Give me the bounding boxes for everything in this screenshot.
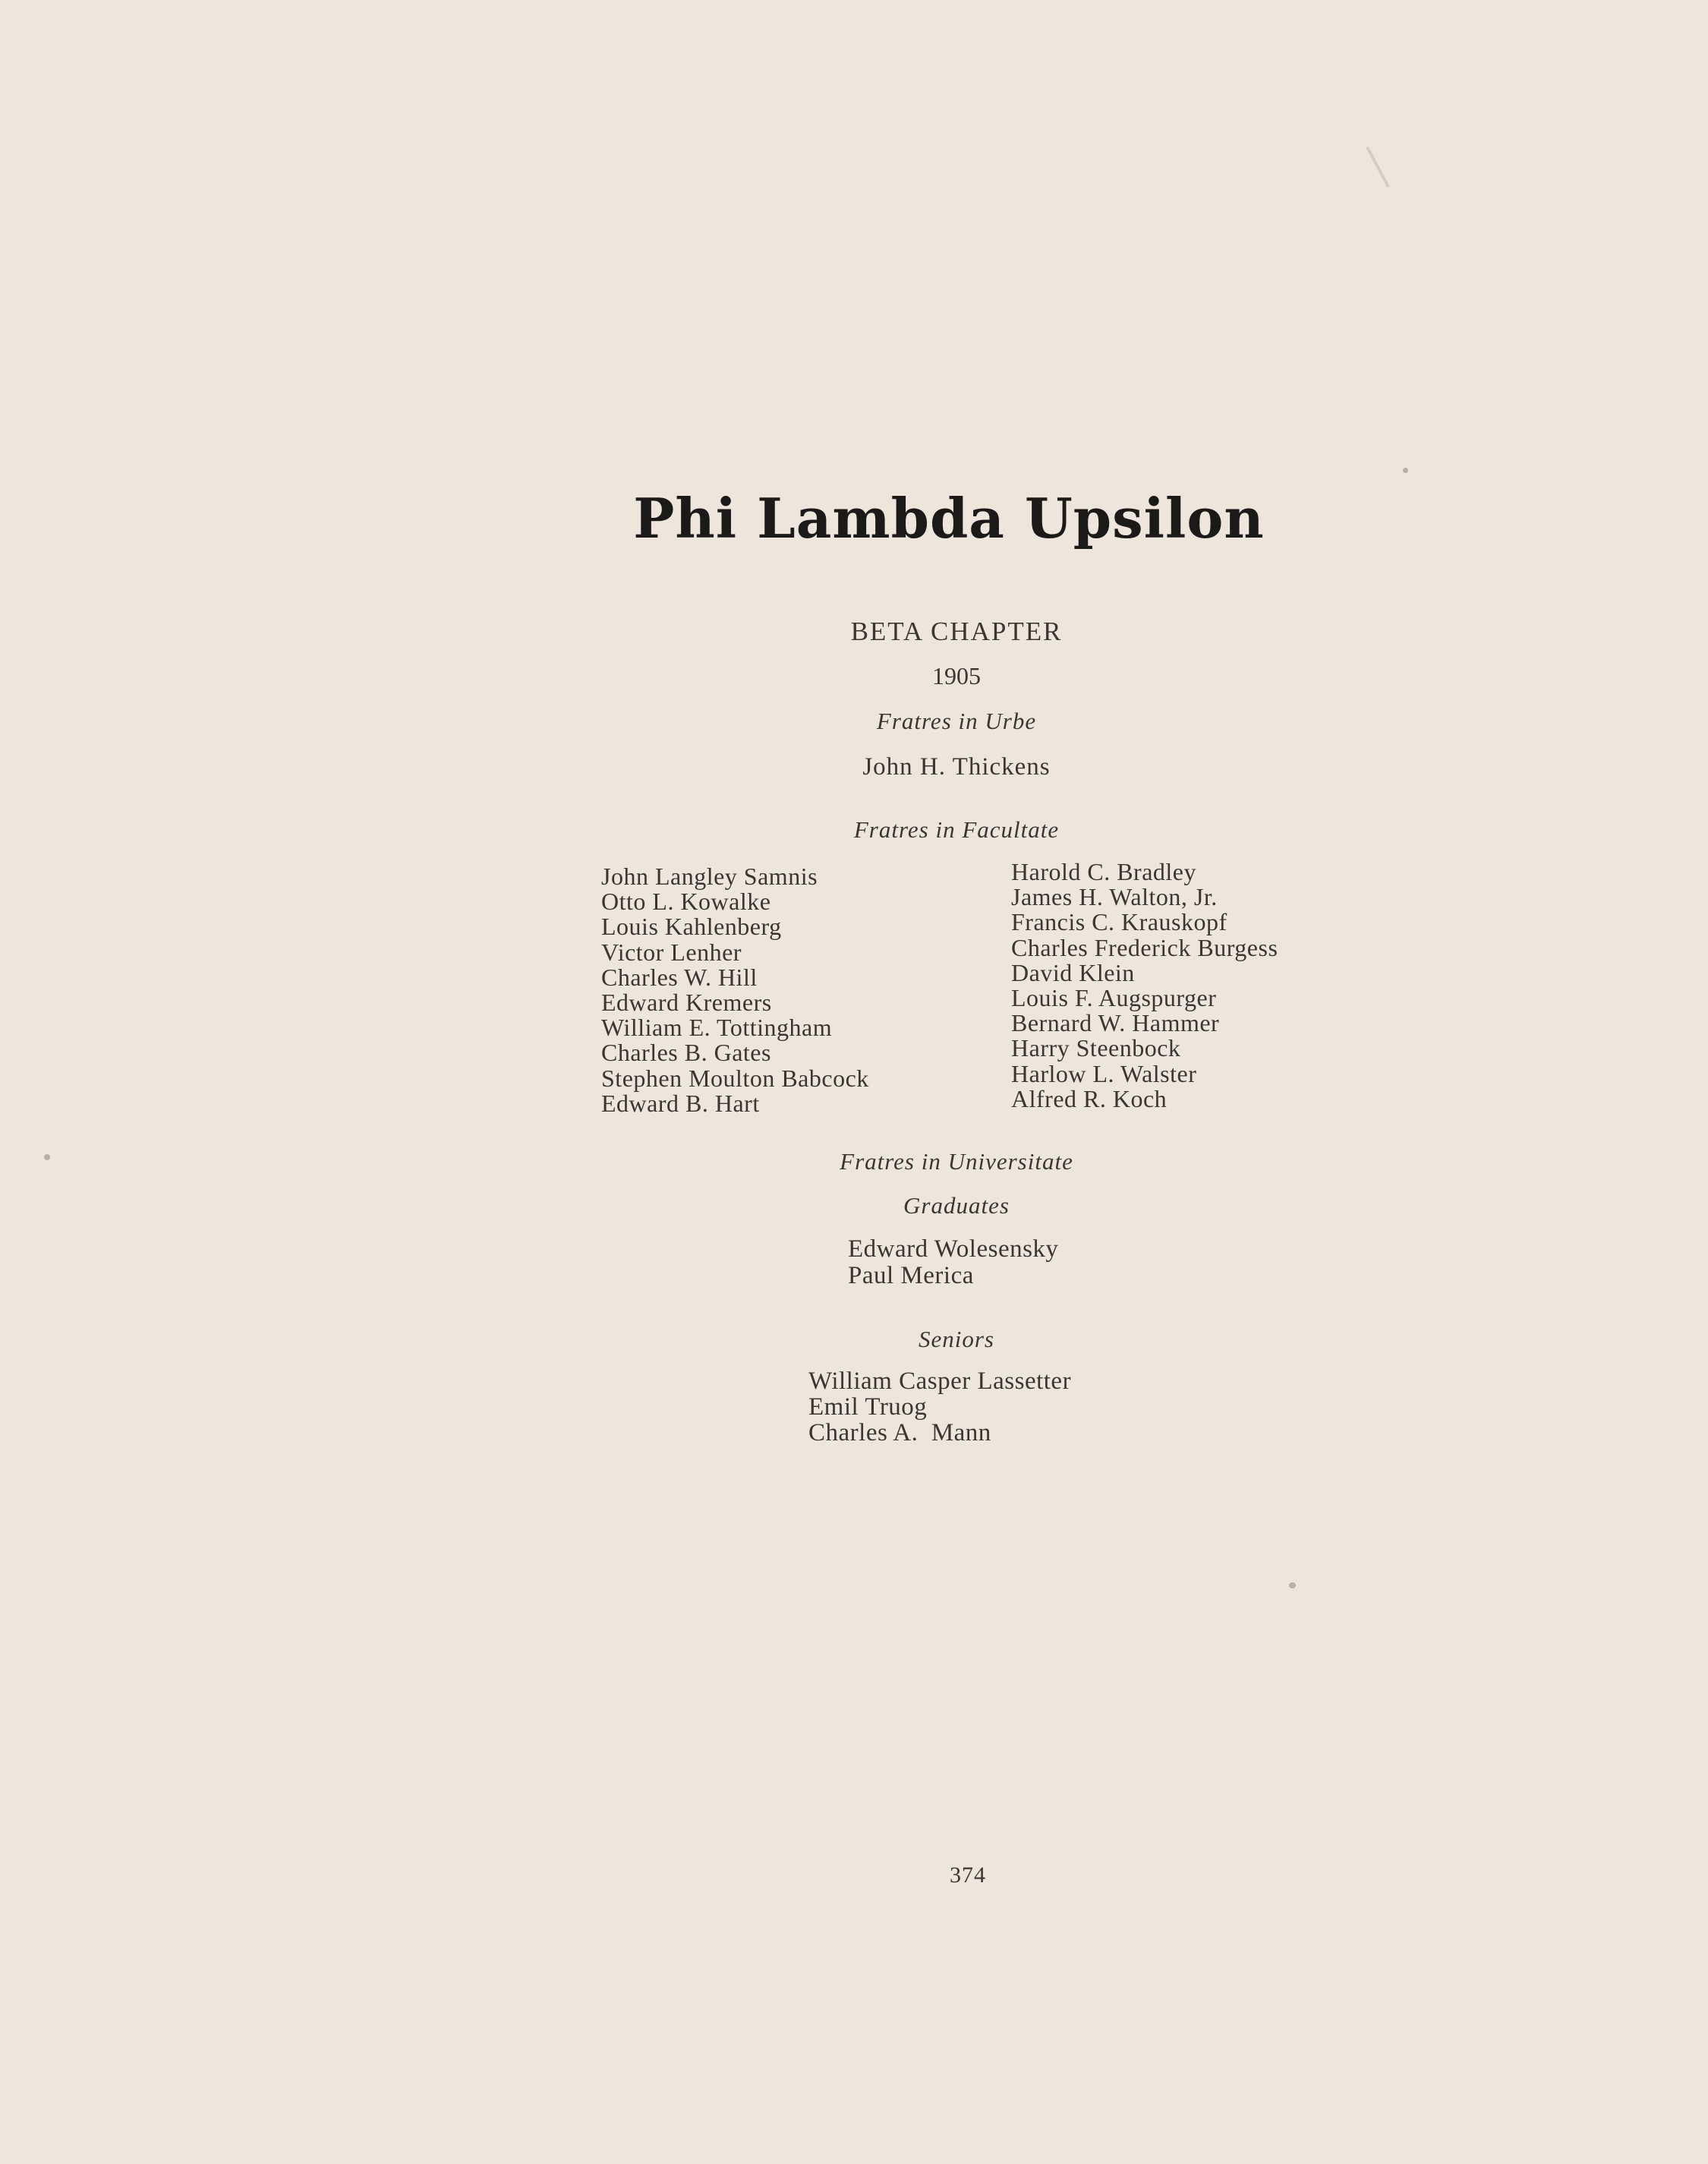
paper-speck [1289,1582,1296,1588]
faculty-member: Harry Steenbock [1011,1034,1181,1062]
senior-member: Emil Truog [808,1393,928,1421]
section-heading-facultate: Fratres in Facultate [853,816,1060,843]
paper-speck [44,1154,50,1160]
seniors-list [808,1368,1071,1446]
subheading-seniors: Seniors [919,1326,994,1352]
paper-speck [1403,468,1408,473]
section-heading-universitate: Fratres in Universitate [840,1148,1073,1175]
faculty-member: David Klein [1011,958,1135,986]
faculty-member: Alfred R. Koch [1011,1084,1168,1112]
faculty-member: Edward Kremers [601,989,772,1017]
facultate-left-column [601,864,869,1116]
senior-member: William Casper Lassetter [808,1367,1072,1395]
subheading-graduates: Graduates [903,1192,1010,1219]
faculty-member: Stephen Moulton Babcock [601,1064,869,1092]
faculty-member: Harold C. Bradley [1011,858,1196,885]
faculty-member: Louis F. Augspurger [1011,984,1217,1012]
faculty-member: Bernard W. Hammer [1011,1009,1220,1037]
page-title: Phi Lambda Upsilon [633,486,1265,550]
urbe-member: John H. Thickens [862,753,1051,781]
faculty-member: William E. Tottingham [601,1014,833,1042]
paper-speck [1366,147,1390,188]
page-number: 374 [950,1863,986,1888]
faculty-member: Otto L. Kowalke [601,888,771,916]
graduate-member: Edward Wolesensky [848,1235,1059,1263]
faculty-member: Louis Kahlenberg [601,913,782,941]
faculty-member: John Langley Samnis [601,863,818,890]
chapter-year: 1905 [932,662,981,689]
faculty-member: Edward B. Hart [601,1089,760,1117]
faculty-member: James H. Walton, Jr. [1011,883,1218,911]
chapter-name: BETA CHAPTER [850,617,1063,646]
section-heading-urbe: Fratres in Urbe [876,708,1037,734]
faculty-member: Charles W. Hill [601,963,758,991]
graduate-member: Paul Merica [848,1262,974,1289]
faculty-member: Francis C. Krauskopf [1011,908,1227,936]
facultate-right-column [1011,860,1278,1112]
faculty-member: Harlow L. Walster [1011,1059,1197,1087]
faculty-member: Charles Frederick Burgess [1011,933,1278,961]
faculty-member: Victor Lenher [601,938,742,966]
graduates-list [848,1236,1058,1289]
senior-member: Charles A. Mann [808,1419,991,1446]
faculty-member: Charles B. Gates [601,1039,771,1067]
